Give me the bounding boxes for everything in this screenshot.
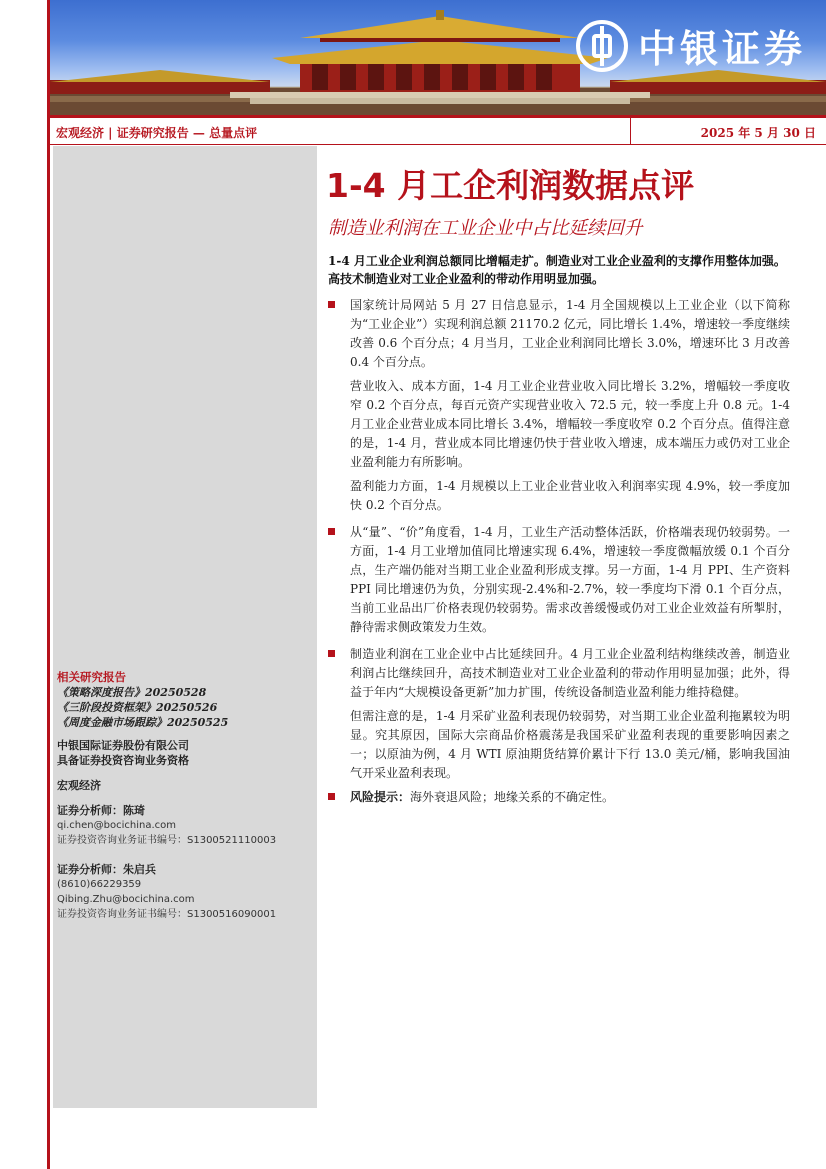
sidebar: [53, 146, 317, 1108]
analyst-title: 证券分析师：陈琦: [57, 804, 145, 817]
left-margin-rule: [0, 0, 50, 1169]
square-bullet-icon: [328, 301, 335, 308]
risk-text: 海外衰退风险；地缘关系的不确定性。: [410, 790, 615, 804]
report-date: 2025 年 5 月 30 日: [630, 118, 826, 144]
report-category: 宏观经济 | 证券研究报告 — 总量点评: [56, 126, 258, 140]
square-bullet-icon: [328, 528, 335, 535]
analyst-license: 证券投资咨询业务证书编号：S1300516090001: [57, 909, 277, 920]
analyst-email: Qibing.Zhu@bocichina.com: [57, 894, 195, 905]
square-bullet-icon: [328, 793, 335, 800]
report-body: [328, 296, 790, 812]
brand-block: [576, 18, 806, 73]
bullet-point: [328, 523, 790, 637]
related-report-item: 《三阶段投资框架》20250526: [57, 701, 218, 714]
body-paragraph: 但需注意的是，1-4 月采矿业盈利表现仍较弱势，对当期工业企业盈利拖累较为明显。究其原因，国际大宗商品价格震荡是我国采矿业盈利表现的重要影响因素之一；以原油为例，4 月 WTI 原油期货结算价累计下行 13.0 美元/桶，影响我国油气开采业盈利表现。: [350, 709, 790, 780]
page-title: 1-4 月工企利润数据点评: [326, 166, 695, 205]
section-label: 宏观经济: [57, 779, 101, 792]
brand-name: 中银证券: [637, 27, 806, 71]
related-report-item: 《周度金融市场跟踪》20250525: [57, 716, 229, 729]
org-name: [57, 738, 313, 768]
report-meta-bar: [50, 115, 826, 145]
related-report-item: 《策略深度报告》20250528: [57, 686, 207, 699]
bullet-point: [328, 296, 790, 372]
page-subtitle: 制造业利润在工业企业中占比延续回升: [328, 218, 643, 239]
summary-paragraph: 1-4 月工业企业利润总额同比增幅走扩。制造业对工业企业盈利的支撑作用整体加强。高技术制造业对工业企业盈利的带动作用明显加强。: [328, 254, 786, 286]
risk-label: 风险提示：: [350, 790, 411, 804]
bullet-text: 国家统计局网站 5 月 27 日信息显示，1-4 月全国规模以上工业企业（以下简称为“工业企业”）实现利润总额 21170.2 亿元，同比增长 1.4%，增速较一季度继续改善 0.6 个百分点；4 月当月，工业企业利润同比增长 3.0%，增速环比 3 月改善 0.4 个百分点。: [350, 298, 790, 369]
analyst-title: 证券分析师：朱启兵: [57, 863, 156, 876]
bullet-point: [328, 645, 790, 702]
analyst-license: 证券投资咨询业务证书编号：S1300521110003: [57, 835, 277, 846]
org-line-1: 中银国际证券股份有限公司: [57, 739, 189, 752]
analyst-phone: (8610)66229359: [57, 879, 142, 890]
risk-bullet: [328, 788, 790, 807]
body-paragraph: 盈利能力方面，1-4 月规模以上工业企业营业收入利润率实现 4.9%，较一季度加快 0.2 个百分点。: [350, 479, 790, 512]
sidebar-content: [57, 670, 313, 922]
analyst-email: qi.chen@bocichina.com: [57, 820, 176, 831]
org-line-2: 具备证券投资咨询业务资格: [57, 754, 189, 767]
bullet-text: 制造业利润在工业企业中占比延续回升。4 月工业企业盈利结构继续改善，制造业利润占比继续回升，高技术制造业对工业企业盈利的带动作用明显加强；此外，得益于年内“大规模设备更新”加力扩围，传统设备制造业盈利能力维持稳健。: [350, 647, 790, 699]
body-paragraph: 营业收入、成本方面，1-4 月工业企业营业收入同比增长 3.2%，增幅较一季度收窄 0.2 个百分点，每百元资产实现营业收入 72.5 元，较一季度上升 0.8 元。1-4 月工业企业营业成本同比增长 3.4%，增幅较一季度收窄 0.2 个百分点。值得注意的是，1-4 月，营业成本同比增速仍快于营业收入增速，成本端压力或仍对工业企业盈利能力有所影响。: [350, 379, 790, 469]
header-banner: [50, 0, 826, 115]
boc-logo-icon: [576, 20, 628, 72]
related-reports-heading: 相关研究报告: [57, 670, 126, 684]
bullet-text: 从“量”、“价”角度看，1-4 月，工业生产活动整体活跃，价格端表现仍较弱势。一方面，1-4 月工业增加值同比增速实现 6.4%，增速较一季度微幅放缓 0.1 个百分点，生产端仍能对当期工业企业盈利形成支撑。另一方面，1-4 月 PPI、生产资料 PPI 同比增速仍为负，分别实现-2.4%和-2.7%，较一季度均下滑 0.1 个百分点，当前工业品出厂价格表现仍较弱势。需求改善缓慢或仍对工业企业效益有所掣肘，静待需求侧政策发力生效。: [350, 525, 790, 634]
square-bullet-icon: [328, 650, 335, 657]
